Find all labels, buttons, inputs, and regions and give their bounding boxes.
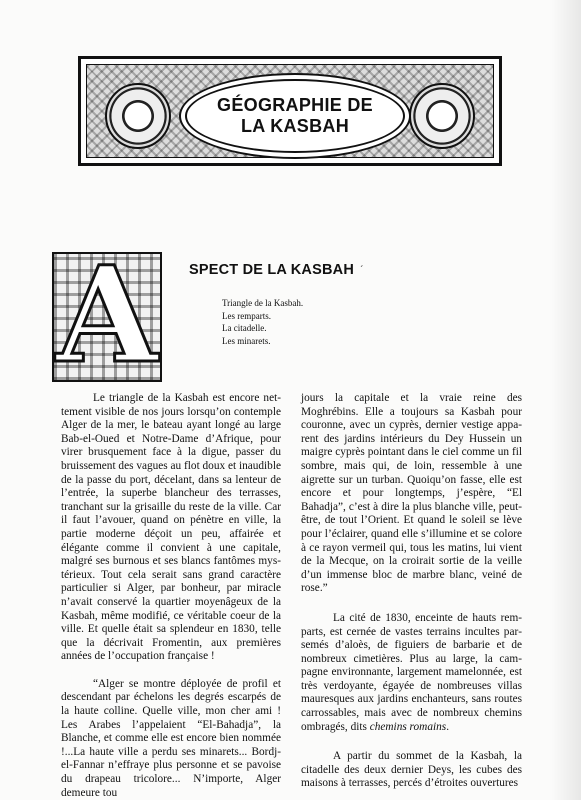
right-text-column	[301, 392, 522, 791]
summary-item: La citadelle.	[222, 323, 267, 333]
chapter-title	[185, 79, 405, 153]
paragraph-end: .	[446, 720, 450, 733]
illuminated-dropcap	[52, 252, 162, 382]
ornamental-header-banner	[78, 56, 502, 166]
chapter-title-line-1: GÉOGRAPHIE DE	[217, 95, 373, 115]
chapter-title-line-2: LA KASBAH	[240, 116, 350, 136]
page-edge-shadow	[551, 0, 581, 800]
stray-mark: ´	[360, 265, 364, 276]
arabesque-pattern	[86, 64, 494, 158]
body-paragraph-quote: “Alger se montre déployée de profil et descendant par échelons les degrés escarpés de la haute colline. Quelle ville, mon cher ami ! Les Arabes l’appelaient “El-Bahadja”, la Blanche, et comme elle est encore bien nommée !...La haute ville a perdu ses minarets... Bordj-el-Fannar n’effraye plus personne et se pavoise du drapeau tricolore... N’importe, Alger demeure tou	[61, 677, 281, 799]
body-paragraph	[301, 612, 522, 734]
dropcap-letter: A	[55, 252, 159, 382]
calligraphy-medallion-right	[409, 83, 475, 149]
body-paragraph-quote-continued: jours la capitale et la vraie reine des Moghrébins. Elle a toujours sa Kasbah pour couronne, avec un cyprès, dernier vestige apparent des jardins intérieurs du Dey Hussein un maigre cyprès pointant dans le ciel comme un fil sombre, mais qui, de loin, ressemble à une aigrette sur un turban. Quoiqu’on fasse, elle est encore et pour longtemps, j’espère, “El Bahadja”, c’est à dire la plus blanche ville, peut-être, de tout l’Orient. Et quand le soleil se lève pour l’éclairer, quand elle s’illumine et se colore à ce rayon vermeil qui, tous les matins, lui vient de la Mecque, on la croirait sortie de la veille d’un immense bloc de marbre blanc, veiné de rose.”	[301, 392, 522, 595]
calligraphy-medallion-left	[105, 83, 171, 149]
section-heading: SPECT DE LA KASBAH	[189, 262, 354, 278]
summary-item: Les minarets.	[222, 335, 271, 346]
italic-term: chemins romains	[369, 720, 447, 733]
section-summary	[222, 297, 303, 347]
summary-item: Triangle de la Kasbah.	[222, 298, 304, 308]
left-text-column	[61, 392, 281, 800]
body-paragraph: Le triangle de la Kasbah est encore nettement visible de nos jours lorsqu’on contemple Alger de la mer, le bateau ayant longé au large Bab-el-Oued et Notre-Dame d’Afrique, pour virer brusquement face à la digue, passer du bruissement des vagues au flot doux et inaudible de la passe du port, décelant, dans sa lenteur de l’entrée, la superbe blancheur des terrasses, tranchant sur la grisaille du reste de la ville. Car il faut l’avouer, quand on pénètre en ville, la partie moderne déçoit un peu, affairée et élégante comme il convient à une capitale, malgré ses burnous et ses blancs fantômes mystérieux. Tout cela serait sans grand caractère particulier si Alger, par bonheur, par miracle n’avait conservé la quartier moyenâgeux de la Kasbah, même modifié, ce véritable coeur de la ville. Et quelle était sa splendeur en 1830, telle que la décrivait Fromentin, aux premières années de l’occupation française !	[61, 392, 281, 663]
paragraph-text: La cité de 1830, enceinte de hauts remparts, est cernée de vastes terrains incultes parsemés d’aloès, de figuiers de barbarie et de nombreux cimetières. Plus au large, la campagne environnante, largement mamelonnée, est très verdoyante, égayée de nombreuses villas mauresques aux jardins enchanteurs, sans routes carrossables, mais avec de nombreux chemins ombragés, dits	[301, 611, 522, 733]
summary-item: Les remparts.	[222, 310, 271, 321]
body-paragraph: A partir du sommet de la Kasbah, la citadelle des deux dernier Deys, les cubes des maisons à terrasses, percés d’étroites ouvertures	[301, 750, 522, 790]
